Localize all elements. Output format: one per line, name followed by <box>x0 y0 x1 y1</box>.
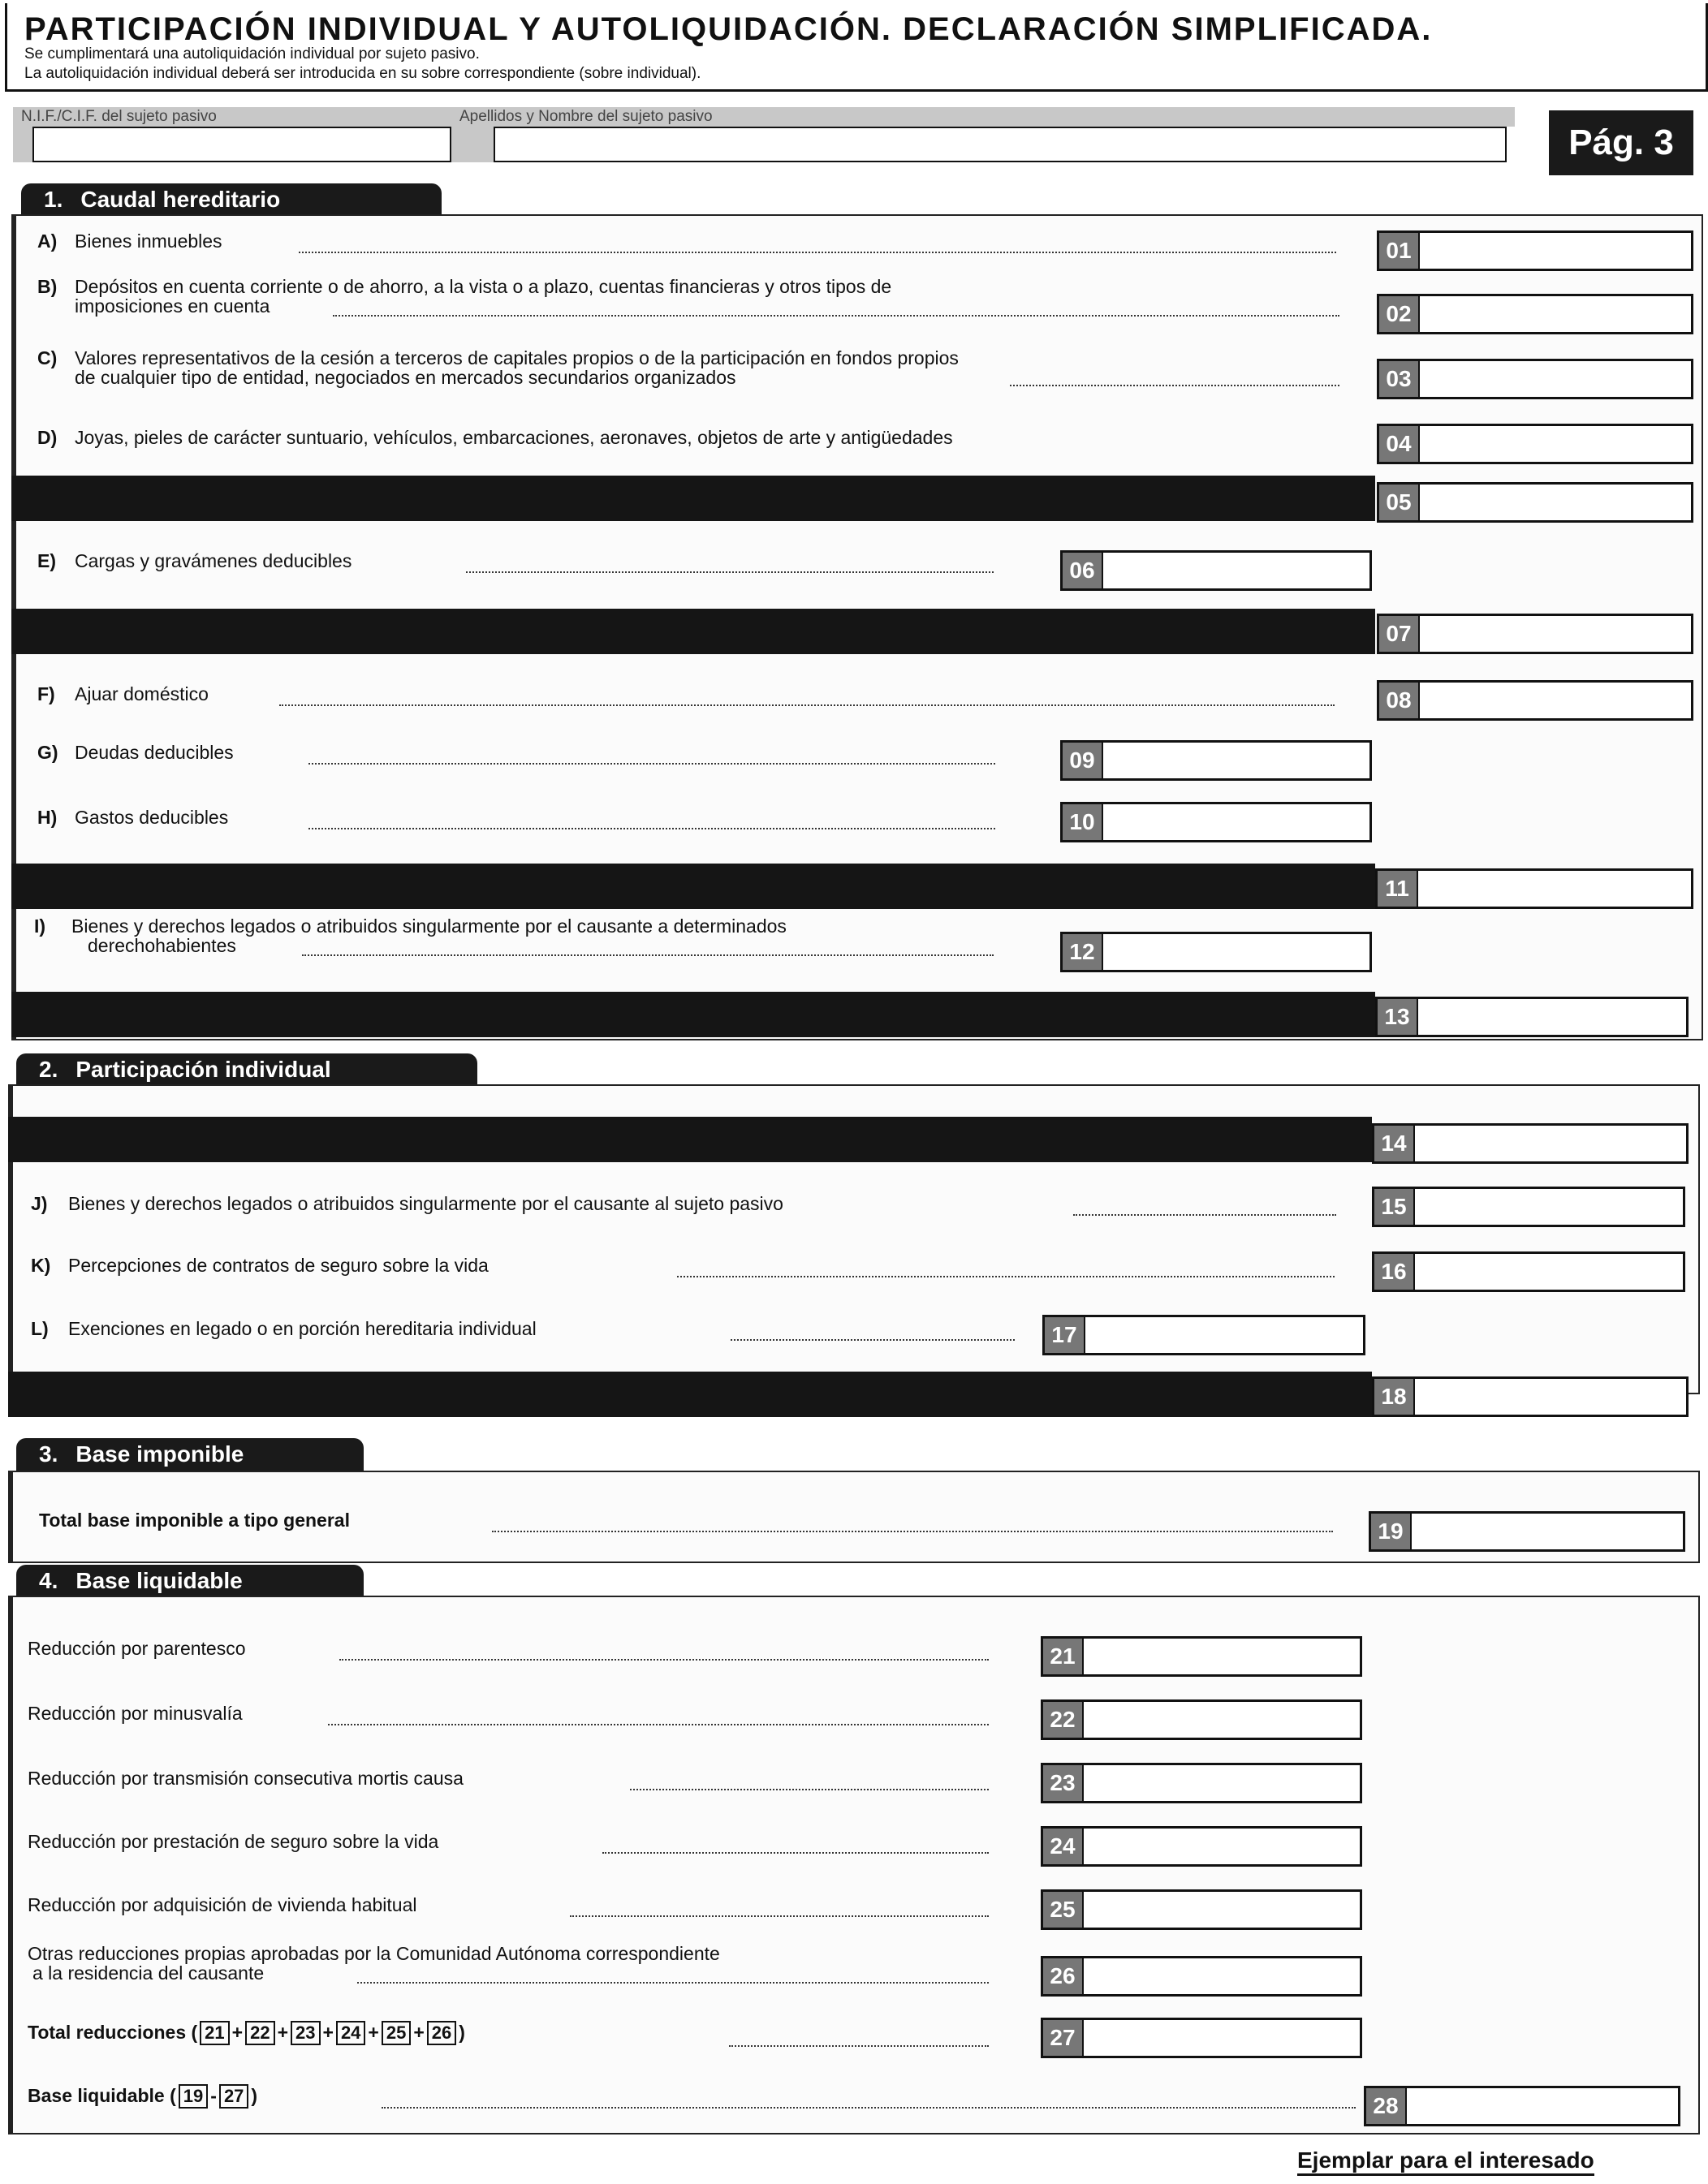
section-4-tab <box>16 1565 364 1597</box>
row-c-leader <box>1010 385 1339 386</box>
form-subtitle-1: Se cumplimentará una autoliquidación individual por sujeto pasivo. <box>24 45 480 62</box>
row-21-label: Reducción por parentesco <box>28 1638 246 1659</box>
row-f-label: F) Ajuar doméstico <box>37 683 209 704</box>
row-c-label-1: C) Valores representativos de la cesión a terceros de capitales propios o de la participación en fondos propios <box>37 347 959 368</box>
section-4-panel <box>8 1596 1700 2134</box>
row-l-label: L) Exenciones en legado o en porción hereditaria individual <box>31 1318 537 1339</box>
total-bar-18 <box>8 1372 1372 1417</box>
row-h-leader <box>308 828 995 829</box>
row-26-label-2: a la residencia del causante <box>32 1962 265 1984</box>
field-28[interactable]: 28 <box>1364 2086 1680 2126</box>
row-a-label: A) Bienes inmuebles <box>37 230 222 252</box>
row-k-leader <box>677 1276 1335 1277</box>
field-14[interactable]: 14 <box>1372 1123 1689 1164</box>
field-06[interactable]: 06 <box>1060 550 1372 591</box>
total-bar-14 <box>8 1117 1372 1162</box>
row-d-label: D) Joyas, pieles de carácter suntuario, vehículos, embarcaciones, aeronaves, objetos de arte y antigüedades <box>37 427 953 448</box>
field-04[interactable]: 04 <box>1377 424 1693 464</box>
field-24[interactable]: 24 <box>1041 1826 1362 1867</box>
total-bar-05 <box>11 476 1375 521</box>
row-22-label: Reducción por minusvalía <box>28 1703 243 1724</box>
row-22-leader <box>328 1724 989 1725</box>
field-19[interactable]: 19 <box>1369 1511 1685 1552</box>
section-2-number: 2. <box>39 1057 58 1082</box>
nif-input[interactable] <box>32 127 451 162</box>
section-3-tab <box>16 1438 364 1471</box>
field-11[interactable]: 11 <box>1375 868 1693 909</box>
row-b-leader <box>333 315 1339 317</box>
row-c-label-2: de cualquier tipo de entidad, negociados en mercados secundarios organizados <box>75 367 736 388</box>
row-24-label: Reducción por prestación de seguro sobre la vida <box>28 1831 439 1852</box>
row-l-leader <box>731 1339 1015 1341</box>
row-21-leader <box>339 1659 989 1661</box>
name-input[interactable] <box>494 127 1507 162</box>
row-k-label: K) Percepciones de contratos de seguro sobre la vida <box>31 1255 489 1276</box>
section-2-title: Participación individual <box>75 1057 331 1082</box>
field-21[interactable]: 21 <box>1041 1636 1362 1677</box>
row-24-leader <box>602 1852 989 1854</box>
field-02[interactable]: 02 <box>1377 294 1693 334</box>
footer-copy-label: Ejemplar para el interesado <box>1297 2147 1594 2176</box>
section-4-title: Base liquidable <box>75 1568 243 1593</box>
row-f-leader <box>279 704 1335 706</box>
row-b-label-1: B) Depósitos en cuenta corriente o de ahorro, a la vista o a plazo, cuentas financieras y otros tipos de <box>37 276 892 297</box>
row-h-label: H) Gastos deducibles <box>37 807 229 828</box>
row-g-leader <box>308 763 995 765</box>
row-27-label: Total reducciones ( 21 + 22 + 23 + 24 + 25 + 26 ) <box>28 2021 758 2045</box>
field-25[interactable]: 25 <box>1041 1889 1362 1930</box>
field-18[interactable]: 18 <box>1372 1376 1689 1417</box>
row-j-leader <box>1073 1214 1336 1216</box>
field-13[interactable]: 13 <box>1375 997 1689 1037</box>
section-4-number: 4. <box>39 1568 58 1593</box>
section-1-number: 1. <box>44 187 63 212</box>
total-bar-13 <box>11 992 1375 1037</box>
name-label: Apellidos y Nombre del sujeto pasivo <box>451 107 1515 127</box>
field-01[interactable]: 01 <box>1377 230 1693 271</box>
field-27[interactable]: 27 <box>1041 2018 1362 2058</box>
section-1-tab <box>21 183 442 216</box>
field-23[interactable]: 23 <box>1041 1763 1362 1803</box>
form-subtitle-2: La autoliquidación individual deberá ser introducida en su sobre correspondiente (sobre individual). <box>24 65 701 82</box>
row-e-leader <box>466 571 994 573</box>
page-number-badge: Pág. 3 <box>1549 110 1693 175</box>
field-15[interactable]: 15 <box>1372 1187 1685 1227</box>
field-03[interactable]: 03 <box>1377 359 1693 399</box>
row-25-leader <box>570 1915 989 1917</box>
field-09[interactable]: 09 <box>1060 740 1372 781</box>
field-05[interactable]: 05 <box>1377 482 1693 523</box>
field-12[interactable]: 12 <box>1060 932 1372 972</box>
name-shade <box>451 127 494 162</box>
row-i-leader <box>302 954 994 956</box>
field-22[interactable]: 22 <box>1041 1699 1362 1740</box>
row-19-leader <box>492 1531 1333 1532</box>
nif-shade <box>13 127 32 162</box>
field-10[interactable]: 10 <box>1060 802 1372 842</box>
row-i-label-2: derechohabientes <box>88 935 236 956</box>
row-26-label-1: Otras reducciones propias aprobadas por la Comunidad Autónoma correspondiente <box>28 1943 720 1964</box>
section-1-title: Caudal hereditario <box>80 187 281 212</box>
field-17[interactable]: 17 <box>1042 1315 1365 1355</box>
section-3-title: Base imponible <box>75 1441 244 1467</box>
row-g-label: G) Deudas deducibles <box>37 742 234 763</box>
row-23-leader <box>630 1789 989 1790</box>
field-26[interactable]: 26 <box>1041 1956 1362 1997</box>
row-25-label: Reducción por adquisición de vivienda habitual <box>28 1894 417 1915</box>
total-bar-11 <box>11 864 1375 909</box>
row-i-label-1: I) Bienes y derechos legados o atribuidos singularmente por el causante a determinados <box>34 915 787 937</box>
section-2-tab <box>16 1053 477 1086</box>
row-28-leader <box>382 2107 1356 2109</box>
row-28-label: Base liquidable ( 19 - 27 ) <box>28 2084 433 2109</box>
section-3-number: 3. <box>39 1441 58 1467</box>
row-26-leader <box>357 1982 989 1984</box>
row-b-label-2: imposiciones en cuenta <box>75 295 270 317</box>
row-23-label: Reducción por transmisión consecutiva mortis causa <box>28 1768 464 1789</box>
row-a-leader <box>299 252 1336 253</box>
total-bar-07 <box>11 609 1375 654</box>
row-19-label: Total base imponible a tipo general <box>39 1510 350 1531</box>
field-07[interactable]: 07 <box>1377 614 1693 654</box>
row-27-leader <box>729 2045 989 2047</box>
field-08[interactable]: 08 <box>1377 680 1693 721</box>
field-16[interactable]: 16 <box>1372 1251 1685 1292</box>
row-j-label: J) Bienes y derechos legados o atribuidos singularmente por el causante al sujeto pasivo <box>31 1193 783 1214</box>
row-e-label: E) Cargas y gravámenes deducibles <box>37 550 352 571</box>
nif-label: N.I.F./C.I.F. del sujeto pasivo <box>13 107 459 127</box>
form-title: PARTICIPACIÓN INDIVIDUAL Y AUTOLIQUIDACIÓN. DECLARACIÓN SIMPLIFICADA. <box>24 11 1433 47</box>
